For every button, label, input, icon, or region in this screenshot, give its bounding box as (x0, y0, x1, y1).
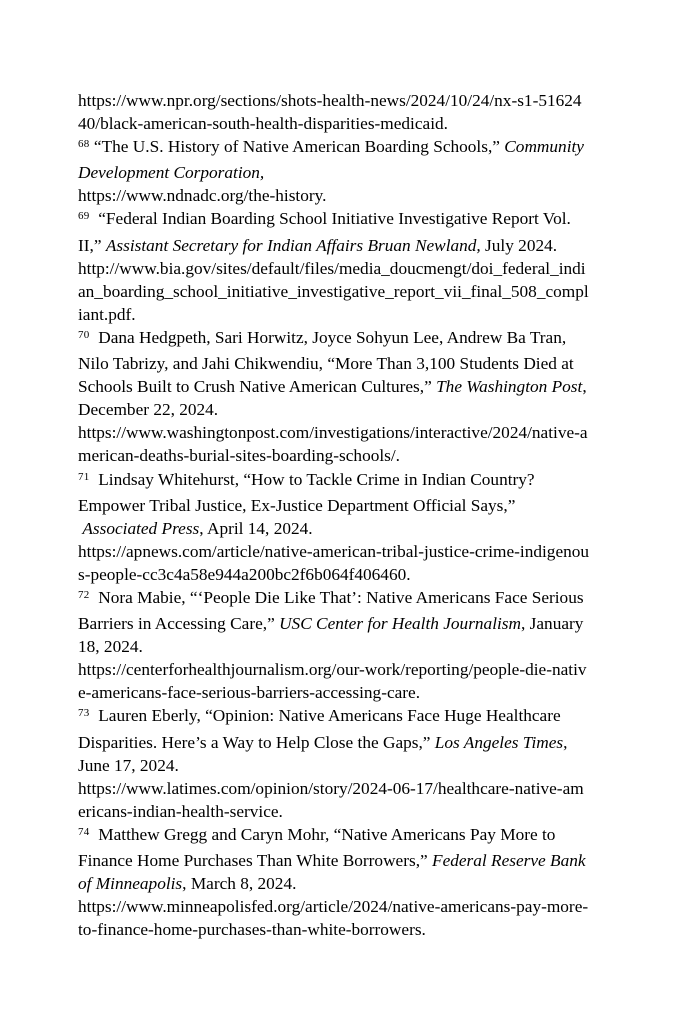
endnote-line (78, 352, 589, 375)
endnote-line (78, 872, 589, 895)
footnote-number: 69 (78, 210, 90, 223)
endnote-line (78, 517, 589, 540)
text-run: , March 8, 2024. (182, 874, 297, 894)
footnote-number: 68 (78, 138, 90, 151)
text-run: an_boarding_school_initiative_investigative_report_vii_final_508_compl (78, 281, 589, 301)
text-run: , (582, 377, 587, 397)
endnote-line (78, 184, 589, 207)
endnote-line (78, 681, 589, 704)
text-run: “The U.S. History of Native American Boarding Schools,” (89, 137, 505, 157)
text-run: ericans-indian-health-service. (78, 801, 283, 821)
endnote-line (78, 800, 589, 823)
endnote-line (78, 398, 589, 421)
endnote-line (78, 849, 589, 872)
text-run: iant.pdf. (78, 304, 136, 324)
endnote-line (78, 257, 589, 280)
text-run: II,” (78, 235, 106, 255)
text-run: “Federal Indian Boarding School Initiative Investigative Report Vol. (89, 209, 571, 229)
work-title: of Minneapolis (78, 874, 183, 894)
work-title: Community (504, 137, 584, 157)
text-run: Nora Mabie, “‘People Die Like That’: Native Americans Face Serious (89, 587, 584, 607)
text-run: https://www.latimes.com/opinion/story/2024-06-17/healthcare-native-am (78, 778, 584, 798)
endnote-line (78, 823, 589, 849)
text-run: Finance Home Purchases Than White Borrowers,” (78, 851, 433, 870)
endnotes-list (78, 89, 589, 941)
work-title: USC Center for Health Journalism (279, 614, 522, 634)
text-run: https://apnews.com/article/native-american-tribal-justice-crime-indigenou (78, 541, 590, 561)
endnote-line (78, 754, 589, 777)
text-run: Matthew Gregg and Caryn Mohr, “Native Americans Pay More to (89, 824, 556, 844)
text-run: Lindsay Whitehurst, “How to Tackle Crime in Indian Country? (89, 469, 535, 489)
text-run: Empower Tribal Justice, Ex-Justice Department Official Says,” (78, 495, 516, 515)
endnote-line (78, 563, 589, 586)
work-title: The Washington Post (436, 377, 583, 397)
endnote-line (78, 135, 589, 161)
text-run: , April 14, 2024. (199, 518, 313, 538)
endnote-line (78, 112, 589, 135)
endnote-line (78, 207, 589, 233)
text-run: e-americans-face-serious-barriers-accessing-care. (78, 683, 421, 703)
endnote-line (78, 89, 589, 112)
endnote-line (78, 704, 589, 730)
work-title: Federal Reserve Bank (432, 851, 586, 870)
endnote-line (78, 777, 589, 800)
text-run: 18, 2024. (78, 637, 143, 657)
text-run: Lauren Eberly, “Opinion: Native Americans Face Huge Healthcare (89, 706, 561, 726)
text-run: , January (521, 614, 584, 634)
text-run: June 17, 2024. (78, 755, 179, 775)
endnote-line (78, 468, 589, 494)
endnote-line (78, 658, 589, 681)
text-run: Nilo Tabrizy, and Jahi Chikwendiu, “More Than 3,100 Students Died at (78, 354, 574, 374)
footnote-number: 74 (78, 825, 90, 838)
endnote-line (78, 234, 589, 257)
endnote-line (78, 444, 589, 467)
footnote-number: 72 (78, 588, 90, 601)
text-run: 40/black-american-south-health-disparities-medicaid. (78, 114, 448, 134)
endnote-line (78, 635, 589, 658)
footnote-number: 70 (78, 328, 90, 341)
text-run: s-people-cc3c4a58e944a200bc2f6b064f406460. (78, 564, 411, 584)
text-run: https://www.minneapolisfed.org/article/2024/native-americans-pay-more- (78, 897, 589, 917)
text-run: merican-deaths-burial-sites-boarding-schools/. (78, 446, 400, 466)
endnote-line (78, 421, 589, 444)
text-run: https://centerforhealthjournalism.org/our-work/reporting/people-die-nativ (78, 660, 587, 680)
endnote-line (78, 731, 589, 754)
endnote-line (78, 280, 589, 303)
endnote-line (78, 161, 589, 184)
work-title: Associated Press (82, 518, 200, 538)
endnote-line (78, 303, 589, 326)
text-run: Disparities. Here’s a Way to Help Close the Gaps,” (78, 732, 435, 752)
text-run: Schools Built to Crush Native American Cultures,” (78, 377, 437, 397)
endnote-line (78, 494, 589, 517)
text-run: July 2024. (480, 235, 558, 255)
text-run: Dana Hedgpeth, Sari Horwitz, Joyce Sohyun Lee, Andrew Ba Tran, (89, 327, 567, 347)
footnote-number: 71 (78, 470, 90, 483)
text-run: http://www.bia.gov/sites/default/files/media_doucmengt/doi_federal_indi (78, 258, 586, 278)
endnote-line (78, 612, 589, 635)
endnote-line (78, 540, 589, 563)
footnote-number: 73 (78, 707, 90, 720)
work-title: Los Angeles Times (434, 732, 564, 752)
endnote-line (78, 326, 589, 352)
text-run: , (563, 732, 568, 752)
endnote-line (78, 918, 589, 941)
work-title: Assistant Secretary for Indian Affairs Bruan Newland, (105, 235, 481, 255)
text-run: https://www.npr.org/sections/shots-health-news/2024/10/24/nx-s1-51624 (78, 91, 582, 110)
text-run: December 22, 2024. (78, 400, 219, 420)
endnote-line (78, 375, 589, 398)
text-run: https://www.washingtonpost.com/investigations/interactive/2024/native-a (78, 423, 588, 443)
endnote-line (78, 895, 589, 918)
endnote-line (78, 586, 589, 612)
text-run: to-finance-home-purchases-than-white-borrowers. (78, 920, 426, 940)
text-run: Barriers in Accessing Care,” (78, 614, 280, 634)
text-run: https://www.ndnadc.org/the-history. (78, 186, 327, 206)
work-title: Development Corporation, (78, 163, 265, 183)
